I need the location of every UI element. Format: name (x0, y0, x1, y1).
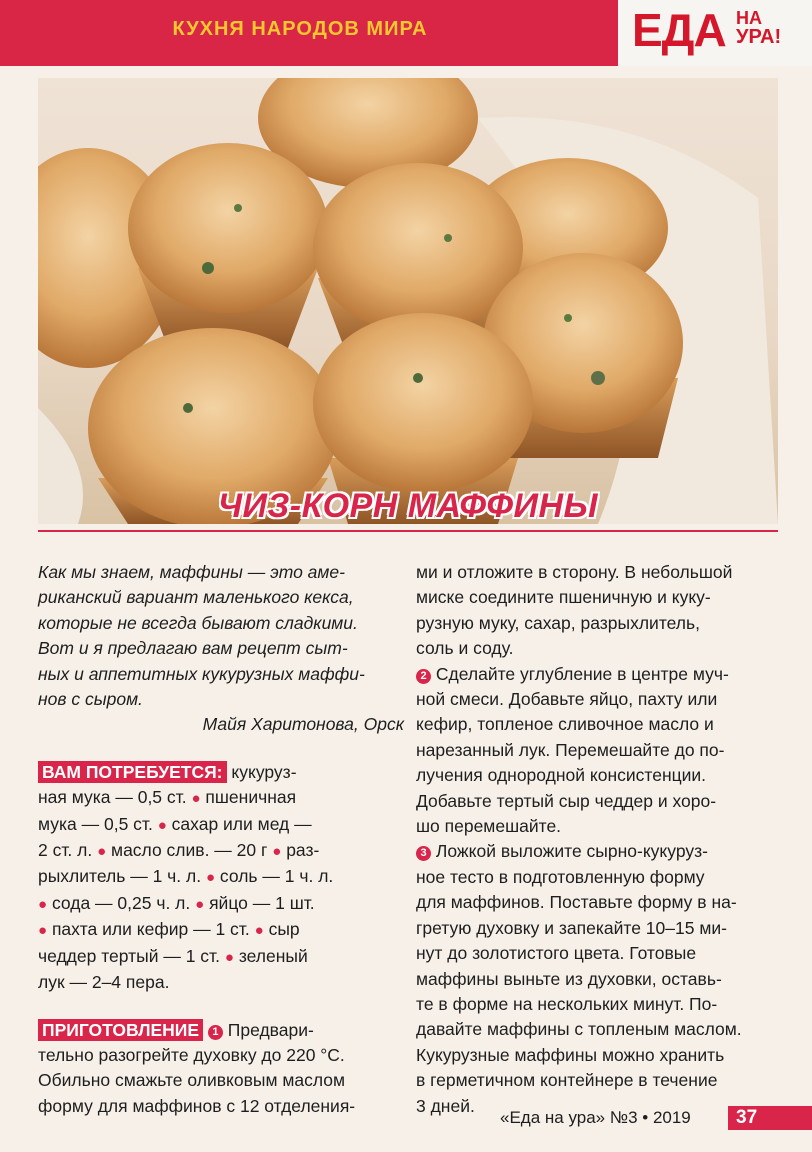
page-footer (0, 1106, 812, 1130)
magazine-logo (618, 0, 812, 66)
bullet-icon: ● (254, 922, 264, 940)
step-text: в герметичном контейнере в течение (416, 1070, 718, 1091)
step-text: для маффинов. Поставьте форму в на- (416, 892, 737, 913)
step-number-badge: 2 (416, 669, 431, 684)
ingredient-text: раз- (286, 840, 320, 861)
step-text: Сделайте углубление в центре муч- (435, 663, 729, 684)
ingredients-label: ВАМ ПОТРЕБУЕТСЯ: (38, 761, 227, 783)
ingredient-text: кукуруз- (231, 761, 297, 782)
step-text: давайте маффины с топленым маслом. (416, 1019, 742, 1040)
step-text: Обильно смажьте оливковым маслом (38, 1070, 346, 1091)
intro-line: Как мы знаем, маффины — это аме- (38, 562, 345, 582)
step-text: форму для маффинов с 12 отделения- (38, 1095, 356, 1116)
title-divider (38, 530, 778, 532)
ingredients-block (38, 760, 404, 996)
ingredient-text: лук — 2–4 пера. (38, 972, 170, 993)
logo-sub-text-1: НА (736, 8, 762, 28)
step-text: нут до золотистого цвета. Готовые (416, 943, 697, 964)
page-number: 37 (728, 1106, 812, 1130)
step-text: ми и отложите в сторону. В небольшой (416, 562, 733, 582)
left-column (38, 560, 404, 1119)
step-text: Кукурузные маффины можно хранить (416, 1044, 725, 1065)
rubric-title: КУХНЯ НАРОДОВ МИРА (172, 18, 428, 40)
bullet-icon: ● (205, 869, 216, 887)
step-number-badge: 1 (208, 1025, 223, 1040)
ingredient-text: сыр (268, 919, 300, 940)
step-text: те в форме на нескольких минут. По- (416, 993, 718, 1014)
step-text: рузную муку, сахар, разрыхлитель, (416, 612, 700, 633)
ingredient-text: соль — 1 ч. л. (219, 866, 334, 887)
step-text: Добавьте тертый сыр чеддер и хоро- (416, 790, 717, 811)
step-number-badge: 3 (416, 846, 431, 861)
step-text: Ложкой выложите сырно-кукуруз- (435, 841, 708, 862)
bullet-icon: ● (272, 843, 282, 861)
recipe-title: ЧИЗ-КОРН МАФФИНЫ (217, 487, 599, 525)
ingredient-text: мука — 0,5 ст. (38, 813, 153, 834)
ingredient-text: чеддер тертый — 1 ст. (38, 945, 220, 966)
step-text: ное тесто в подготовленную форму (416, 866, 705, 887)
bullet-icon: ● (195, 895, 205, 913)
ingredient-text: рыхлитель — 1 ч. л. (38, 866, 202, 887)
logo-main-text: ЕДА (632, 4, 726, 56)
step-text: Предвари- (227, 1019, 314, 1040)
step-text: лучения однородной консистенции. (416, 765, 707, 786)
ingredient-text: масло слив. — 20 г (111, 840, 268, 861)
bullet-icon: ● (38, 922, 48, 940)
right-column (416, 560, 782, 1119)
bullet-icon: ● (38, 895, 48, 913)
step-text: миске соедините пшеничную и куку- (416, 587, 711, 608)
muffins-photo (38, 78, 778, 524)
ingredient-text: пшеничная (205, 787, 297, 808)
intro-text (38, 560, 404, 712)
issue-info: «Еда на ура» №3 • 2019 (500, 1108, 691, 1127)
intro-line: нов с сыром. (38, 689, 143, 710)
step-text: ной смеси. Добавьте яйцо, пахту или (416, 689, 718, 710)
preparation-label: ПРИГОТОВЛЕНИЕ (38, 1019, 203, 1041)
ingredient-text: зеленый (238, 945, 308, 966)
ingredient-text: яйцо — 1 шт. (209, 892, 315, 913)
step-text: нарезанный лук. Перемешайте до по- (416, 739, 725, 760)
step-text: тельно разогрейте духовку до 220 °С. (38, 1044, 345, 1065)
step-text: шо перемешайте. (416, 816, 562, 837)
ingredient-text: пахта или кефир — 1 ст. (51, 919, 250, 940)
header-band (0, 0, 618, 66)
ingredient-text: 2 ст. л. (38, 840, 93, 861)
intro-line: ных и аппетитных кукурузных маффи- (38, 663, 365, 684)
ingredient-text: сода — 0,25 ч. л. (51, 892, 191, 913)
step-text: гретую духовку и запекайте 10–15 ми- (416, 917, 727, 938)
step-text: кефир, топленое сливочное масло и (416, 714, 714, 735)
bullet-icon: ● (191, 790, 201, 808)
step-text: маффины выньте из духовки, оставь- (416, 968, 722, 989)
step-text: 3 дней. (416, 1095, 475, 1116)
ingredient-text: ная мука — 0,5 ст. (38, 787, 187, 808)
logo-sub-text-2: УРА! (736, 26, 782, 48)
preparation-block (38, 1018, 404, 1120)
bullet-icon: ● (157, 816, 167, 834)
intro-line: которые не всегда бывают сладкими. (38, 612, 358, 633)
step-text: соль и соду. (416, 638, 514, 659)
intro-line: Вот и я предлагаю вам рецепт сыт- (38, 638, 348, 659)
bullet-icon: ● (224, 948, 234, 966)
ingredient-text: сахар или мед — (171, 813, 312, 834)
bullet-icon: ● (97, 843, 107, 861)
author-signature: Майя Харитонова, Орск (202, 714, 404, 735)
intro-line: риканский вариант маленького кекса, (38, 587, 354, 608)
